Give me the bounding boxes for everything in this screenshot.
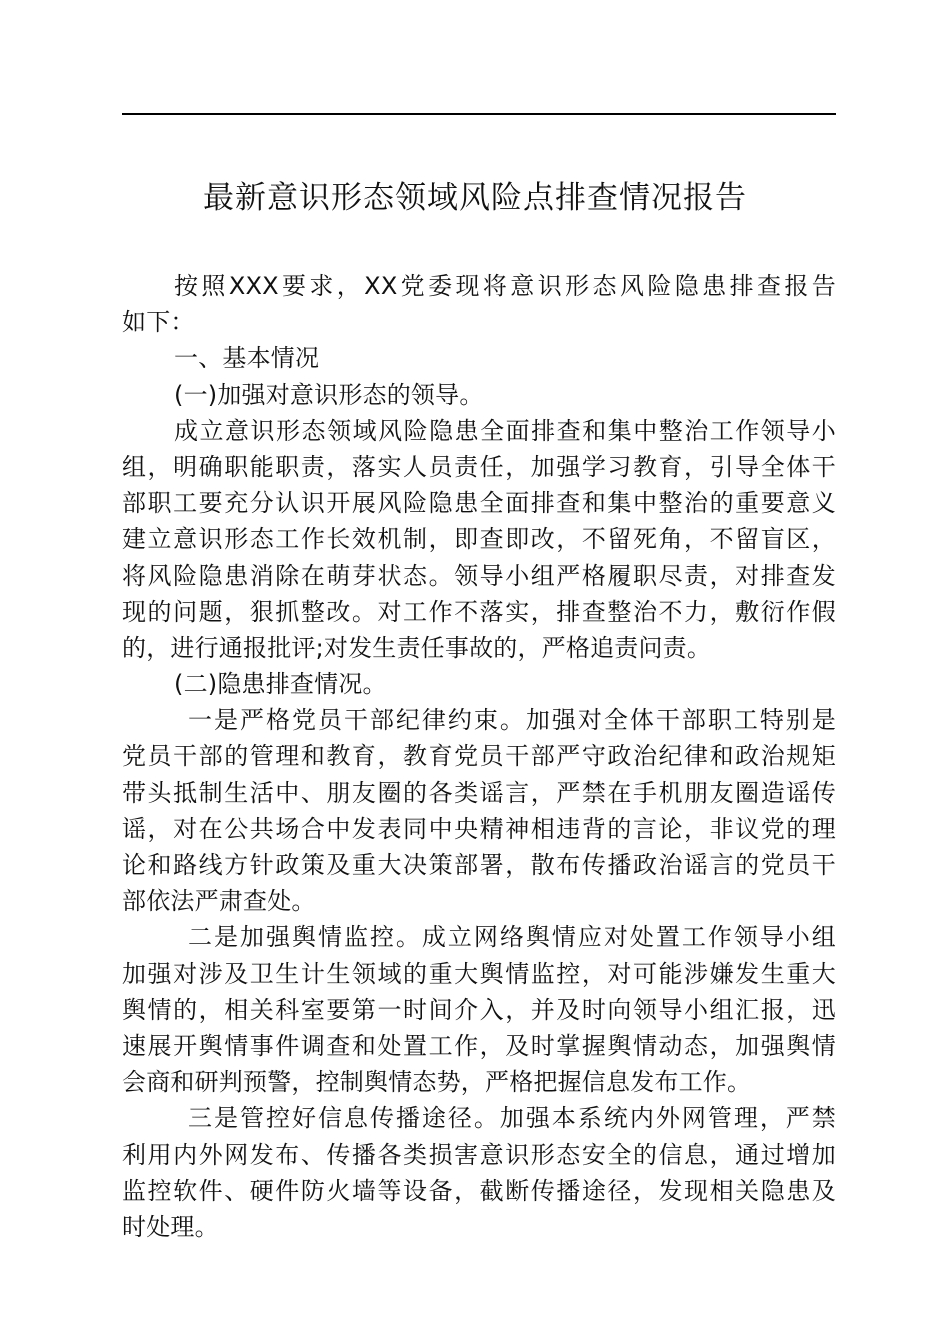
header-rule xyxy=(122,113,836,115)
paragraph-line: 舆情的，相关科室要第一时间介入，并及时向领导小组汇报，迅 xyxy=(122,995,836,1024)
paragraph-line: 的，进行通报批评;对发生责任事故的，严格追责问责。 xyxy=(122,633,712,662)
paragraph-line: 会商和研判预警，控制舆情态势，严格把握信息发布工作。 xyxy=(122,1068,752,1097)
subsection-heading: (一)加强对意识形态的领导。 xyxy=(174,380,484,409)
paragraph-line: 三是管控好信息传播途径。加强本系统内外网管理，严禁 xyxy=(188,1104,836,1133)
paragraph-line: 将风险隐患消除在萌芽状态。领导小组严格履职尽责，对排查发 xyxy=(122,561,836,590)
subsection-heading: (二)隐患排查情况。 xyxy=(174,670,387,699)
intro-line: 如下： xyxy=(122,308,195,337)
paragraph-line: 监控软件、硬件防火墙等设备，截断传播途径，发现相关隐患及 xyxy=(122,1176,836,1205)
paragraph-line: 速展开舆情事件调查和处置工作，及时掌握舆情动态，加强舆情 xyxy=(122,1031,836,1060)
paragraph-line: 谣，对在公共场合中发表同中央精神相违背的言论，非议党的理 xyxy=(122,814,836,843)
paragraph-line: 现的问题，狠抓整改。对工作不落实，排查整治不力，敷衍作假 xyxy=(122,597,836,626)
document-body xyxy=(122,268,836,1245)
paragraph-line: 部职工要充分认识开展风险隐患全面排查和集中整治的重要意义 xyxy=(122,489,836,518)
paragraph-line: 论和路线方针政策及重大决策部署，散布传播政治谣言的党员干 xyxy=(122,851,836,879)
paragraph-line: 党员干部的管理和教育，教育党员干部严守政治纪律和政治规矩 xyxy=(122,742,836,771)
paragraph-line: 加强对涉及卫生计生领域的重大舆情监控，对可能涉嫌发生重大 xyxy=(122,959,836,988)
paragraph-line: 二是加强舆情监控。成立网络舆情应对处置工作领导小组 xyxy=(188,923,836,952)
paragraph-line: 成立意识形态领域风险隐患全面排查和集中整治工作领导小 xyxy=(174,416,836,445)
paragraph-line: 时处理。 xyxy=(122,1212,219,1241)
intro-line: 按照XXX要求，XX党委现将意识形态风险隐患排查报告 xyxy=(174,272,836,300)
paragraph-line: 利用内外网发布、传播各类损害意识形态安全的信息，通过增加 xyxy=(122,1140,836,1169)
paragraph-line: 带头抵制生活中、朋友圈的各类谣言，严禁在手机朋友圈造谣传 xyxy=(122,778,836,807)
paragraph-line: 一是严格党员干部纪律约束。加强对全体干部职工特别是 xyxy=(188,706,836,735)
section-heading: 一、基本情况 xyxy=(174,344,320,373)
document-title: 最新意识形态领域风险点排查情况报告 xyxy=(203,180,747,216)
paragraph-line: 建立意识形态工作长效机制，即查即改，不留死角，不留盲区， xyxy=(122,525,836,554)
paragraph-line: 部依法严肃查处。 xyxy=(122,887,316,916)
paragraph-line: 组，明确职能职责，落实人员责任，加强学习教育，引导全体干 xyxy=(122,452,836,481)
